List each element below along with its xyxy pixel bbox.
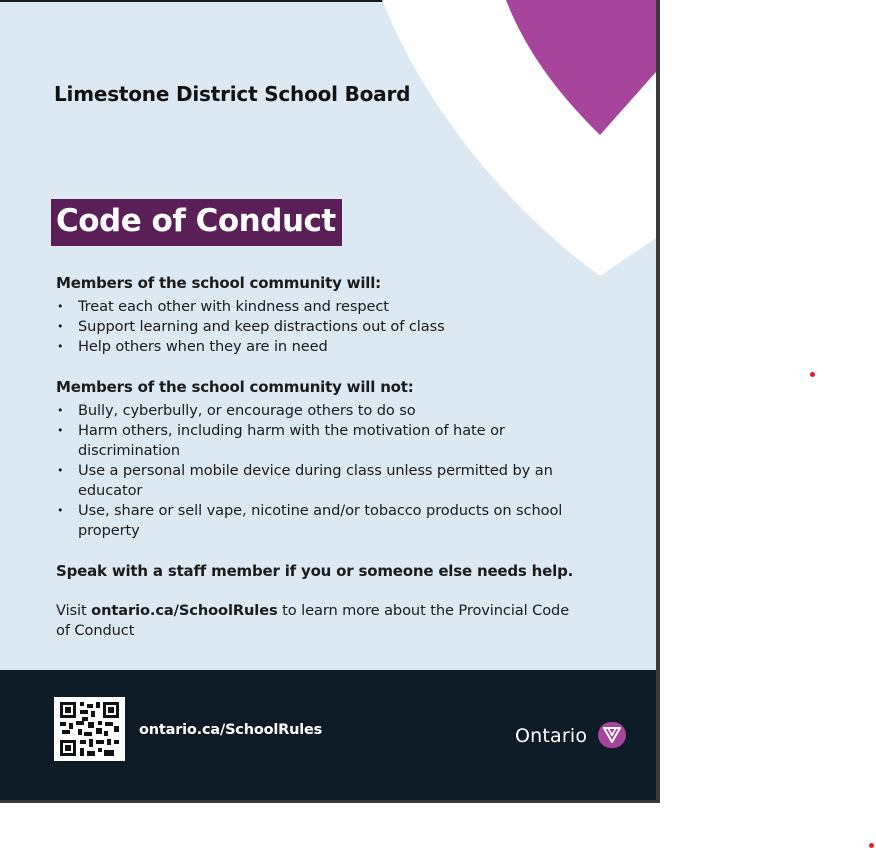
trillium-graphic bbox=[603, 726, 621, 744]
list-item: • Help others when they are in need bbox=[56, 337, 576, 357]
will-heading: Members of the school community will: bbox=[56, 274, 381, 292]
red-marker-dot bbox=[869, 843, 874, 848]
will-list bbox=[56, 297, 576, 357]
visit-prefix: Visit bbox=[56, 602, 92, 619]
page-title: Code of Conduct bbox=[56, 203, 336, 239]
decorative-shield-graphic bbox=[0, 0, 656, 300]
list-item: • Support learning and keep distractions out of class bbox=[56, 317, 576, 337]
list-item: • Harm others, including harm with the motivation of hate or discrimination bbox=[56, 421, 576, 461]
school-board-name: Limestone District School Board bbox=[54, 82, 411, 106]
visit-link[interactable]: ontario.ca/SchoolRules bbox=[91, 602, 278, 619]
poster-edge-shadow-bottom bbox=[0, 800, 660, 803]
list-item: • Bully, cyberbully, or encourage others to do so bbox=[56, 401, 576, 421]
footer-url-link[interactable]: ontario.ca/SchoolRules bbox=[139, 722, 323, 738]
list-item: • Use a personal mobile device during class unless permitted by an educator bbox=[56, 461, 576, 501]
poster-edge-shadow bbox=[656, 0, 660, 802]
will-not-list bbox=[56, 401, 576, 541]
list-item: • Use, share or sell vape, nicotine and/or tobacco products on school property bbox=[56, 501, 576, 541]
list-item: • Treat each other with kindness and respect bbox=[56, 297, 576, 317]
red-marker-dot bbox=[810, 372, 815, 377]
ontario-trillium-icon bbox=[598, 722, 626, 748]
visit-message bbox=[56, 601, 576, 641]
qr-code-icon[interactable] bbox=[54, 697, 125, 761]
will-not-heading: Members of the school community will not: bbox=[56, 378, 414, 396]
poster-content bbox=[56, 273, 576, 641]
ontario-logo-wordmark: Ontario bbox=[515, 725, 588, 747]
visit-suffix: to learn more about the Provincial Code of Conduct bbox=[56, 602, 570, 639]
qr-code-graphic bbox=[60, 702, 119, 756]
help-message: Speak with a staff member if you or someone else needs help. bbox=[56, 562, 574, 580]
